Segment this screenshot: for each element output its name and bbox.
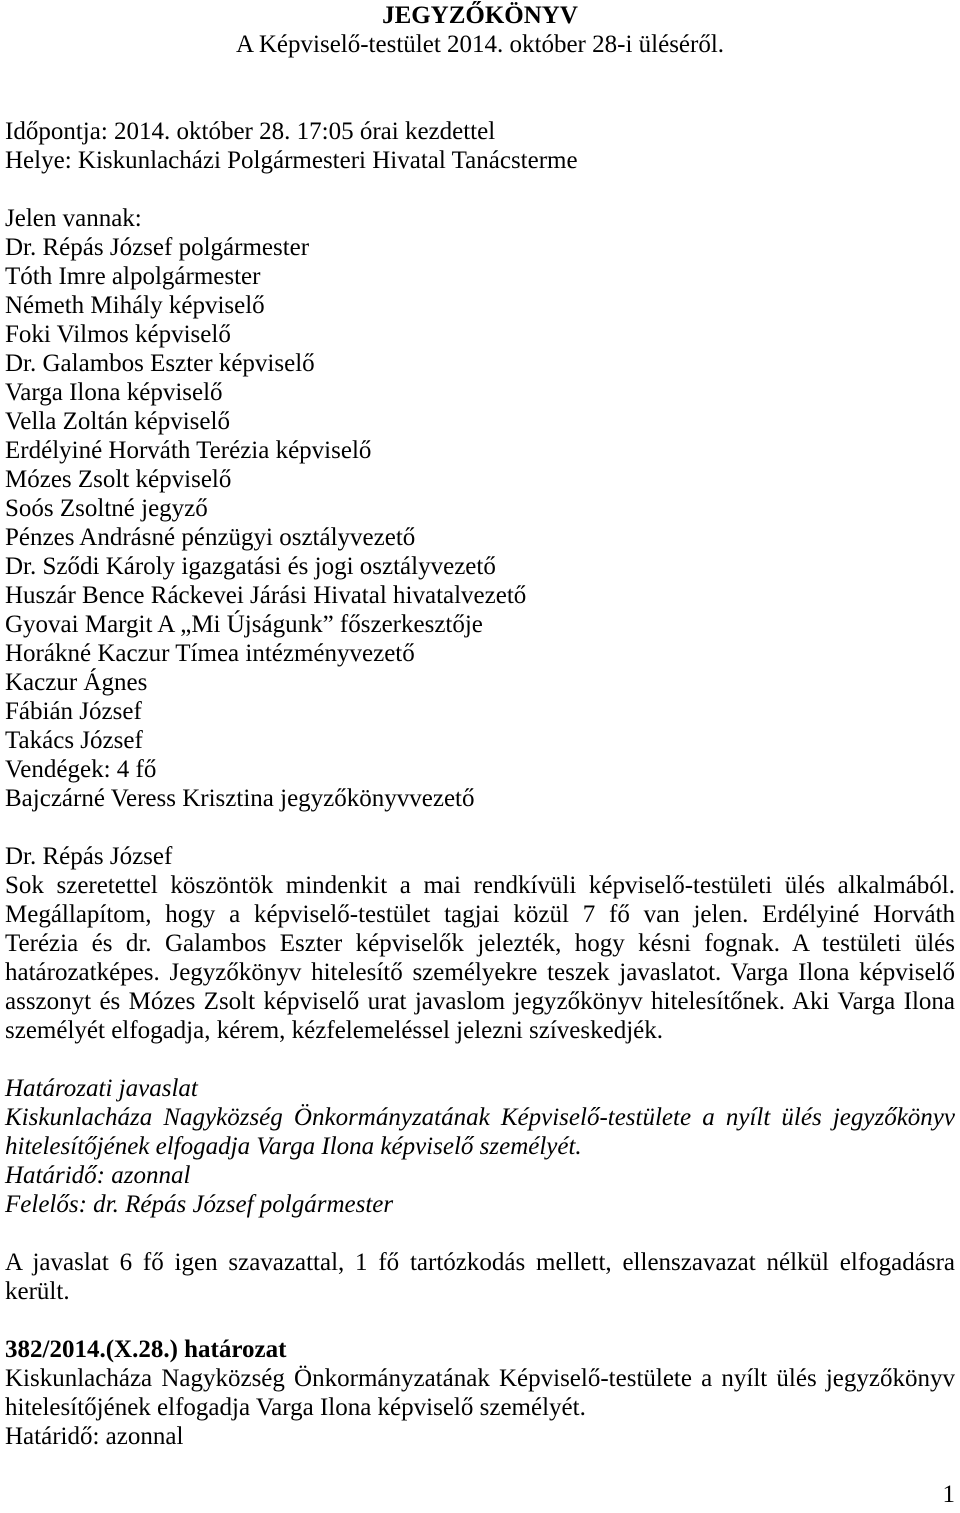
speech-line: asszonyt és Mózes Zsolt képviselő urat javaslom jegyzőkönyv hitelesítőnek. Aki Varga Ilona xyxy=(5,988,955,1015)
attendee-item: Mózes Zsolt képviselő xyxy=(5,466,232,493)
attendee-item: Erdélyiné Horváth Terézia képviselő xyxy=(5,437,372,464)
attendee-item: Soós Zsoltné jegyző xyxy=(5,495,208,522)
resolution-text-line: Kiskunlacháza Nagyközség Önkormányzatának Képviselő-testülete a nyílt ülés jegyzőkönyv xyxy=(5,1365,955,1392)
attendee-item: Fábián József xyxy=(5,698,142,725)
speaker-name: Dr. Répás József xyxy=(5,843,173,870)
attendee-item: Németh Mihály képviselő xyxy=(5,292,265,319)
proposal-deadline: Határidő: azonnal xyxy=(5,1162,191,1189)
proposal-heading: Határozati javaslat xyxy=(5,1075,198,1102)
attendee-item: Huszár Bence Ráckevei Járási Hivatal hivatalvezető xyxy=(5,582,527,609)
meeting-date: Időpontja: 2014. október 28. 17:05 órai kezdettel xyxy=(5,118,496,145)
resolution-text-line: hitelesítőjének elfogadja Varga Ilona képviselő személyét. xyxy=(5,1394,586,1421)
attendees-section xyxy=(5,204,955,813)
document-title: JEGYZŐKÖNYV xyxy=(382,2,578,29)
attendee-item: Kaczur Ágnes xyxy=(5,669,148,696)
proposal-text-line: Kiskunlacháza Nagyközség Önkormányzatának Képviselő-testülete a nyílt ülés jegyzőkönyv xyxy=(5,1104,955,1131)
resolution-deadline: Határidő: azonnal xyxy=(5,1423,184,1450)
document-body xyxy=(5,1,955,1509)
page-number: 1 xyxy=(942,1481,955,1508)
proposal-responsible: Felelős: dr. Répás József polgármester xyxy=(5,1191,394,1218)
opening-speech xyxy=(5,842,955,1045)
attendee-item: Gyovai Margit A „Mi Újságunk” főszerkesztője xyxy=(5,611,483,638)
attendee-item: Dr. Galambos Eszter képviselő xyxy=(5,350,315,377)
attendee-item: Bajczárné Veress Krisztina jegyzőkönyvvezető xyxy=(5,785,475,812)
speech-line: Sok szeretettel köszöntök mindenkit a mai rendkívüli képviselő-testületi ülés alkalmából. xyxy=(5,872,955,899)
proposal-text-line: hitelesítőjének elfogadja Varga Ilona képviselő személyét. xyxy=(5,1133,582,1160)
resolution xyxy=(5,1335,955,1451)
vote-result-line: A javaslat 6 fő igen szavazattal, 1 fő tartózkodás mellett, ellenszavazat nélkül elfogadásra xyxy=(5,1249,955,1276)
speech-line: Terézia és dr. Galambos Eszter képviselők jelezték, hogy késni fognak. A testületi ülés xyxy=(5,930,955,957)
attendee-item: Dr. Répás József polgármester xyxy=(5,234,310,261)
meeting-place: Helye: Kiskunlacházi Polgármesteri Hivatal Tanácsterme xyxy=(5,147,578,174)
attendee-item: Varga Ilona képviselő xyxy=(5,379,223,406)
speech-line: Megállapítom, hogy a képviselő-testület tagjai közül 7 fő van jelen. Erdélyiné Horváth xyxy=(5,901,955,928)
vote-result xyxy=(5,1248,955,1306)
document-subtitle: A Képviselő-testület 2014. október 28-i üléséről. xyxy=(235,31,725,58)
vote-result-line: került. xyxy=(5,1278,70,1305)
resolution-number: 382/2014.(X.28.) határozat xyxy=(5,1336,287,1363)
attendee-item: Vella Zoltán képviselő xyxy=(5,408,230,435)
attendee-item: Tóth Imre alpolgármester xyxy=(5,263,261,290)
attendee-item: Foki Vilmos képviselő xyxy=(5,321,231,348)
speech-line: határozatképes. Jegyzőkönyv hitelesítő személyekre teszek javaslatot. Varga Ilona képviselő xyxy=(5,959,955,986)
attendees-heading: Jelen vannak: xyxy=(5,205,142,232)
resolution-proposal xyxy=(5,1074,955,1219)
speech-line: személyét elfogadja, kérem, kézfelemeléssel jelezni szíveskedjék. xyxy=(5,1017,664,1044)
meeting-info xyxy=(5,117,955,175)
attendee-item: Pénzes Andrásné pénzügyi osztályvezető xyxy=(5,524,416,551)
attendee-item: Vendégek: 4 fő xyxy=(5,756,157,783)
attendee-item: Takács József xyxy=(5,727,143,754)
attendee-item: Horákné Kaczur Tímea intézményvezető xyxy=(5,640,415,667)
attendee-item: Dr. Sződi Károly igazgatási és jogi osztályvezető xyxy=(5,553,496,580)
